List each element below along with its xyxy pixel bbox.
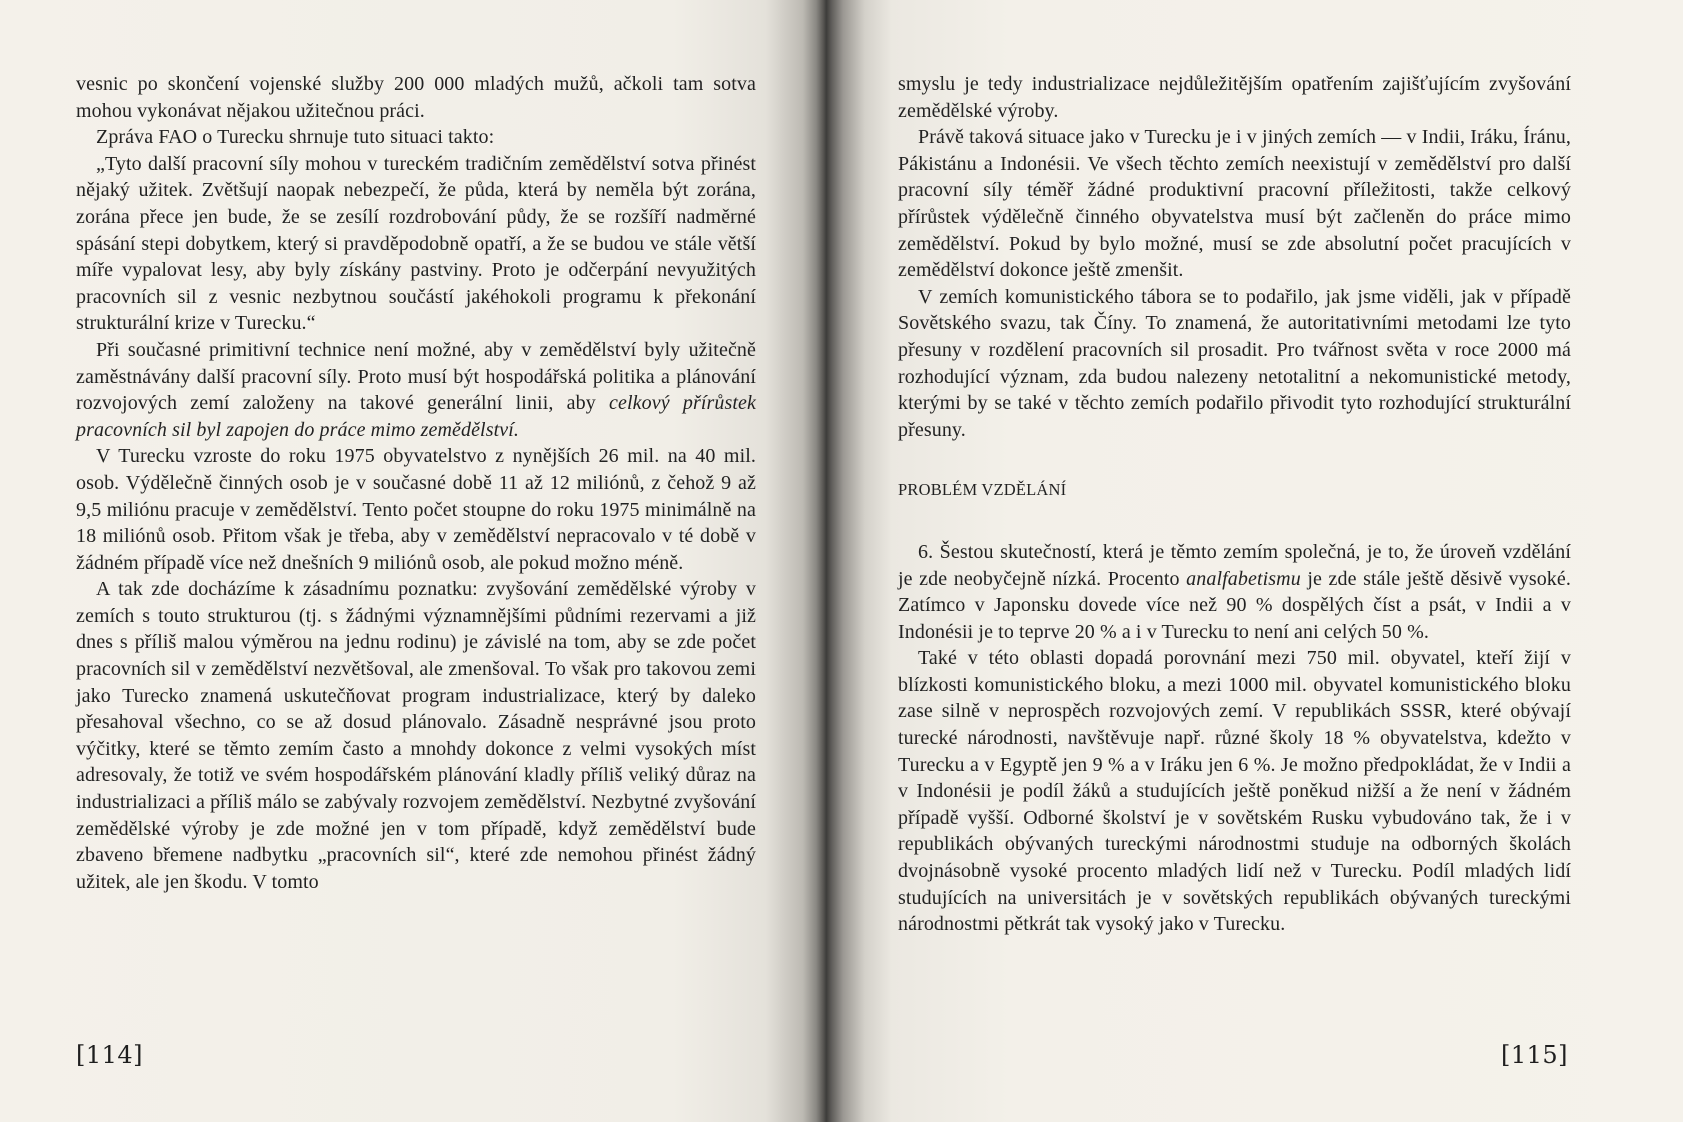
page-number-left: [114] [76, 1041, 144, 1069]
right-page [898, 0, 1571, 1122]
page-number-right: [115] [1500, 1041, 1568, 1069]
right-paragraph-4-text-before: 6. Šestou skutečností, která je těmto zemím společná, je to, že úroveň vzdělání je zde neobyčejně nízká. Procento [898, 540, 1571, 590]
left-paragraph-4-text: Při současné primitivní technice není možné, aby v zemědělství byly užitečně zaměstnávány další pracovní síly. Proto musí být hospodářská politika a plánování rozvojových zemí založeny na takové generální linii, aby [76, 338, 756, 415]
left-paragraph-4 [76, 337, 756, 443]
right-paragraph-3: V zemích komunistického tábora se to podařilo, jak jsme viděli, jak v případě Sovětského svazu, tak Číny. To znamená, že autoritativními metodami lze tyto přesuny v rozdělení pracovních sil prosadit. Pro tvářnost světa v roce 2000 má rozhodující význam, zda budou nalezeny netotalitní a nekomunistické metody, kterými by se také v těchto zemích podařilo přivodit tyto rozhodující strukturální přesuny. [898, 285, 1571, 441]
right-paragraph-2: Právě taková situace jako v Turecku je i v jiných zemích — v Indii, Iráku, Íránu, Pákistánu a Indonésii. Ve všech těchto zemích neexistují v zemědělství pro další pracovní síly téměř žádné produktivní pracovní příležitosti, takže celkový přírůstek výdělečně činného obyvatelstva musí být začleněn do práce mimo zemědělství. Pokud by bylo možné, musí se zde absolutní počet pracujících v zemědělství dokonce ještě zmenšit. [898, 126, 1571, 282]
left-page [76, 0, 756, 1122]
left-quote-paragraph: „Tyto další pracovní síly mohou v tureckém tradičním zemědělství sotva přinést nějaký užitek. Zvětšují naopak nebezpečí, že půda, která by neměla být zorána, zorána přece jen bude, že se zesílí rozdrobování půdy, že se rozšíří nadměrné spásání stepi dobytkem, který si pravděpodobně opatří, a že se budou ve stále větší míře vypalovat lesy, aby byly získány pastviny. Proto je odčerpání nevyužitých pracovních sil z vesnic nezbytnou součástí jakéhokoli programu k překonání strukturální krize v Turecku.“ [76, 152, 756, 335]
right-paragraph-4 [898, 539, 1571, 645]
right-paragraph-1: smyslu je tedy industrializace nejdůležitějším opatřením zajišťujícím zvyšování zemědělské výroby. [898, 73, 1571, 122]
left-paragraph-4-emphasis: celkový přírůstek pracovních sil byl zapojen do práce mimo zemědělství. [76, 392, 756, 441]
right-paragraph-5: Také v této oblasti dopadá porovnání mezi 750 mil. obyvatel, kteří žijí v blízkosti komunistického bloku, a mezi 1000 mil. obyvatel komunistického bloku zase silně v neprospěch rozvojových zemí. V republikách SSSR, které obývají turecké národnosti, navštěvuje např. různé školy 18 % obyvatelstva, kdežto v Turecku a v Egyptě jen 9 % a v Iráku jen 6 %. Je možno předpokládat, že v Indii a v Indonésii je podíl žáků a studujících ještě poněkud nižší a že není v žádném případě vyšší. Odborné školství je v sovětském Rusku vybudováno tak, že i v republikách obývaných tureckými národnostmi studuje na odborných školách dvojnásobně vysoké procento mladých lidí než v Turecku. Podíl mladých lidí studujících na universitách je v sovětských republikách obývaných tureckými národnostmi pětkrát tak vysoký jako v Turecku. [898, 647, 1571, 936]
right-paragraph-4-emphasis: analfabetismu [1186, 567, 1301, 590]
left-paragraph-2: Zpráva FAO o Turecku shrnuje tuto situaci takto: [96, 126, 495, 149]
right-paragraph-4-text-after: je zde stále ještě děsivě vysoké. Zatímco v Japonsku dovede více než 90 % dospělých číst a psát, v Indii a v Indonésii je to teprve 20 % a i v Turecku to není ani celých 50 %. [898, 567, 1571, 643]
left-paragraph-6: A tak zde docházíme k zásadnímu poznatku: zvyšování zemědělské výroby v zemích s touto strukturou (tj. s žádnými významnějšími půdními rezervami a již dnes s příliš malou výměrou na jednu rodinu) je závislé na tom, aby se zde počet pracovních sil v zemědělství nezvětšoval, ale zmenšoval. To však pro takovou zemi jako Turecko znamená uskutečňovat program industrializace, který by daleko přesahoval všechno, co se až dosud plánovalo. Zásadně nesprávné jsou proto výčitky, které se těmto zemím často a mnohdy dokonce z velmi vysokých míst adresovaly, že totiž ve svém hospodářském plánování kladly příliš veliký důraz na industrializaci a příliš málo se zabývaly rozvojem zemědělství. Nezbytné zvyšování zemědělské výroby je zde možné jen v tom případě, když zemědělství bude zbaveno břemene nadbytku „pracovních sil“, které zde nemohou přinést žádný užitek, ale jen škodu. V tomto [76, 578, 756, 893]
left-paragraph-1: vesnic po skončení vojenské služby 200 000 mladých mužů, ačkoli tam sotva mohou vykonávat nějakou užitečnou práci. [76, 73, 756, 122]
left-paragraph-5: V Turecku vzroste do roku 1975 obyvatelstvo z nynějších 26 mil. na 40 mil. osob. Výdělečně činných osob je v současné době 11 až 12 miliónů, z čehož 9 až 9,5 miliónu pracuje v zemědělství. Tento počet stoupne do roku 1975 minimálně na 18 miliónů osob. Přitom však je třeba, aby v zemědělství nepracovalo v té době v žádném případě více než dnešních 9 miliónů osob, ale pokud možno méně. [76, 445, 756, 574]
section-heading: PROBLÉM VZDĚLÁNÍ [898, 480, 1067, 500]
